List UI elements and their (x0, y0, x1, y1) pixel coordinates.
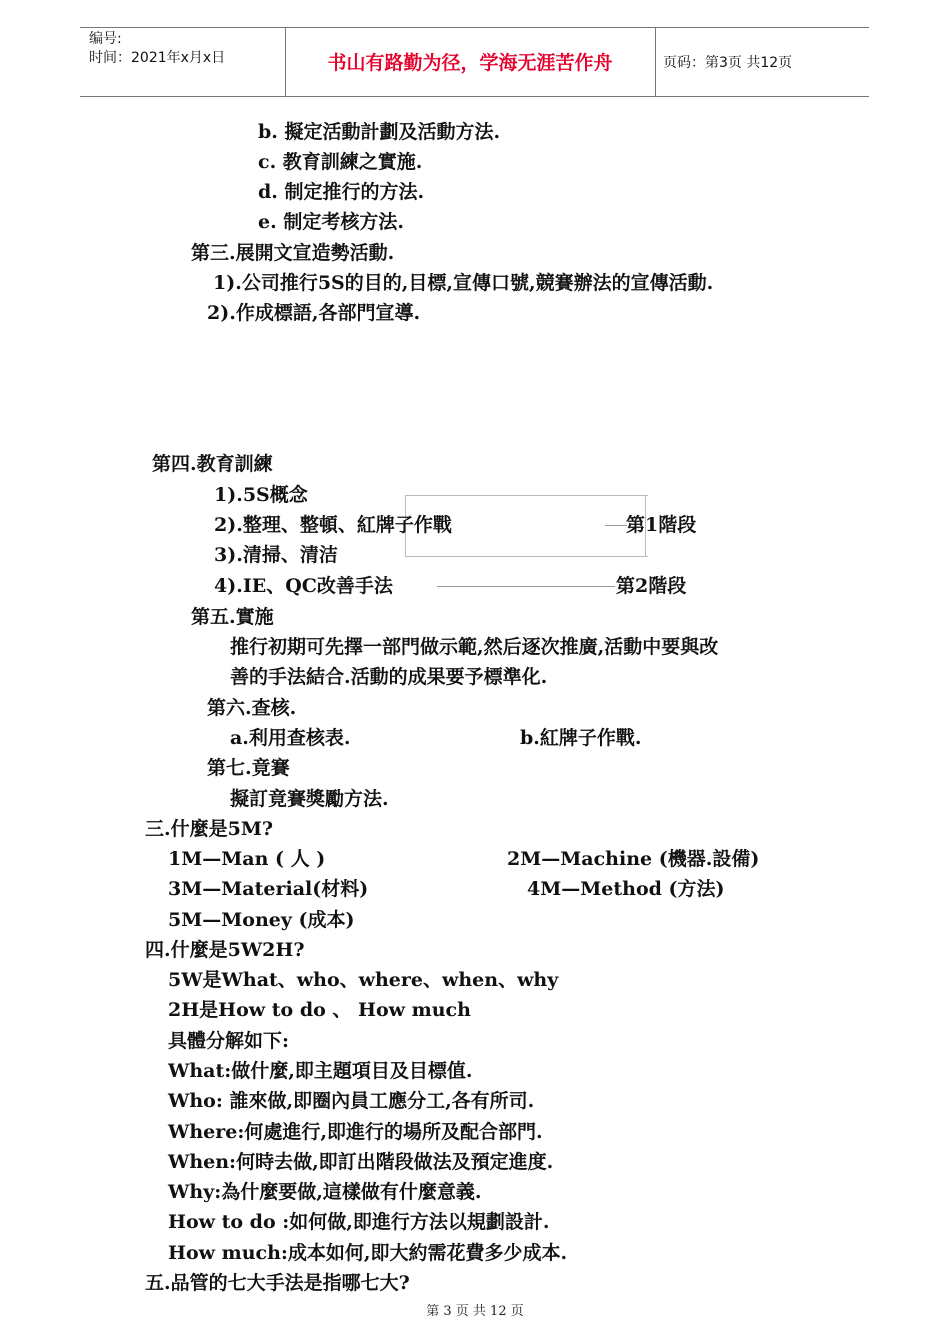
list-item: a.利用查核表. (230, 727, 351, 749)
item-c: c. 教育訓練之實施. (258, 151, 423, 173)
header-motto: 书山有路勤为径，学海无涯苦作舟 (327, 52, 613, 74)
connector-line (605, 525, 627, 526)
page-header (80, 27, 869, 97)
phase-label: 第1階段 (626, 514, 697, 536)
list-item: 5M—Money (成本) (168, 909, 355, 931)
list-item: 2M—Machine (機器.設備) (507, 848, 760, 870)
paragraph-line: 推行初期可先擇一部門做示範,然后逐次推廣,活動中要與改 (230, 636, 719, 658)
phase-label: 第2階段 (616, 575, 687, 597)
item-e: e. 制定考核方法. (258, 211, 404, 233)
list-item: 2).整理、整頓、紅牌子作戰 (214, 514, 452, 536)
header-page-info: 页码：第3页 共12页 (663, 55, 793, 71)
paragraph-line: 善的手法結合.活動的成果要予標準化. (230, 666, 548, 688)
header-meta (89, 30, 225, 68)
list-item: 2H是How to do 、 How much (168, 999, 471, 1021)
item-b: b. 擬定活動計劃及活動方法. (258, 121, 501, 143)
chapter-heading: 三.什麼是5M? (145, 818, 273, 840)
list-item: Where:何處進行,即進行的場所及配合部門. (168, 1121, 543, 1143)
chapter-heading: 五.品管的七大手法是指哪七大? (145, 1272, 410, 1294)
list-item: How to do :如何做,即進行方法以規劃設計. (168, 1211, 550, 1233)
list-item: 5W是What、who、where、when、why (168, 969, 559, 991)
list-item: b.紅牌子作戰. (520, 727, 642, 749)
list-item: How much:成本如何,即大約需花費多少成本. (168, 1242, 568, 1264)
list-item: 3M—Material(材料) (168, 878, 369, 900)
page-footer: 第 3 页 共 12 页 (426, 1304, 524, 1319)
section-heading: 第七.竟賽 (207, 757, 290, 779)
section-heading: 第五.實施 (191, 606, 274, 628)
number-label: 编号: (89, 31, 122, 47)
list-item: 4).IE、QC改善手法 (214, 575, 393, 597)
section-heading: 第六.查核. (207, 697, 297, 719)
list-item: Why:為什麼要做,這樣做有什麼意義. (168, 1181, 482, 1203)
chapter-heading: 四.什麼是5W2H? (145, 939, 305, 961)
list-item: 1).公司推行5S的目的,目標,宣傳口號,競賽辦法的宣傳活動. (213, 272, 714, 294)
paragraph-line: 具體分解如下: (168, 1030, 290, 1052)
item-d: d. 制定推行的方法. (258, 181, 425, 203)
section-heading: 第四.教育訓練 (152, 453, 273, 475)
list-item: Who: 誰來做,即圈內員工應分工,各有所司. (168, 1090, 535, 1112)
section-heading: 第三.展開文宣造勢活動. (191, 242, 395, 264)
header-divider (655, 28, 656, 96)
connector-line (437, 586, 615, 587)
list-item: 3).清掃、清洁 (214, 544, 338, 566)
time-label: 时间：2021年x月x日 (89, 50, 226, 66)
list-item: 4M—Method (方法) (527, 878, 725, 900)
list-item: 1M—Man ( 人 ) (168, 848, 326, 870)
list-item: When:何時去做,即訂出階段做法及預定進度. (168, 1151, 554, 1173)
list-item: 1).5S概念 (214, 484, 308, 506)
list-item: 2).作成標語,各部門宣導. (207, 302, 421, 324)
paragraph-line: 擬訂竟賽獎勵方法. (230, 788, 389, 810)
list-item: What:做什麼,即主題項目及目標值. (168, 1060, 473, 1082)
